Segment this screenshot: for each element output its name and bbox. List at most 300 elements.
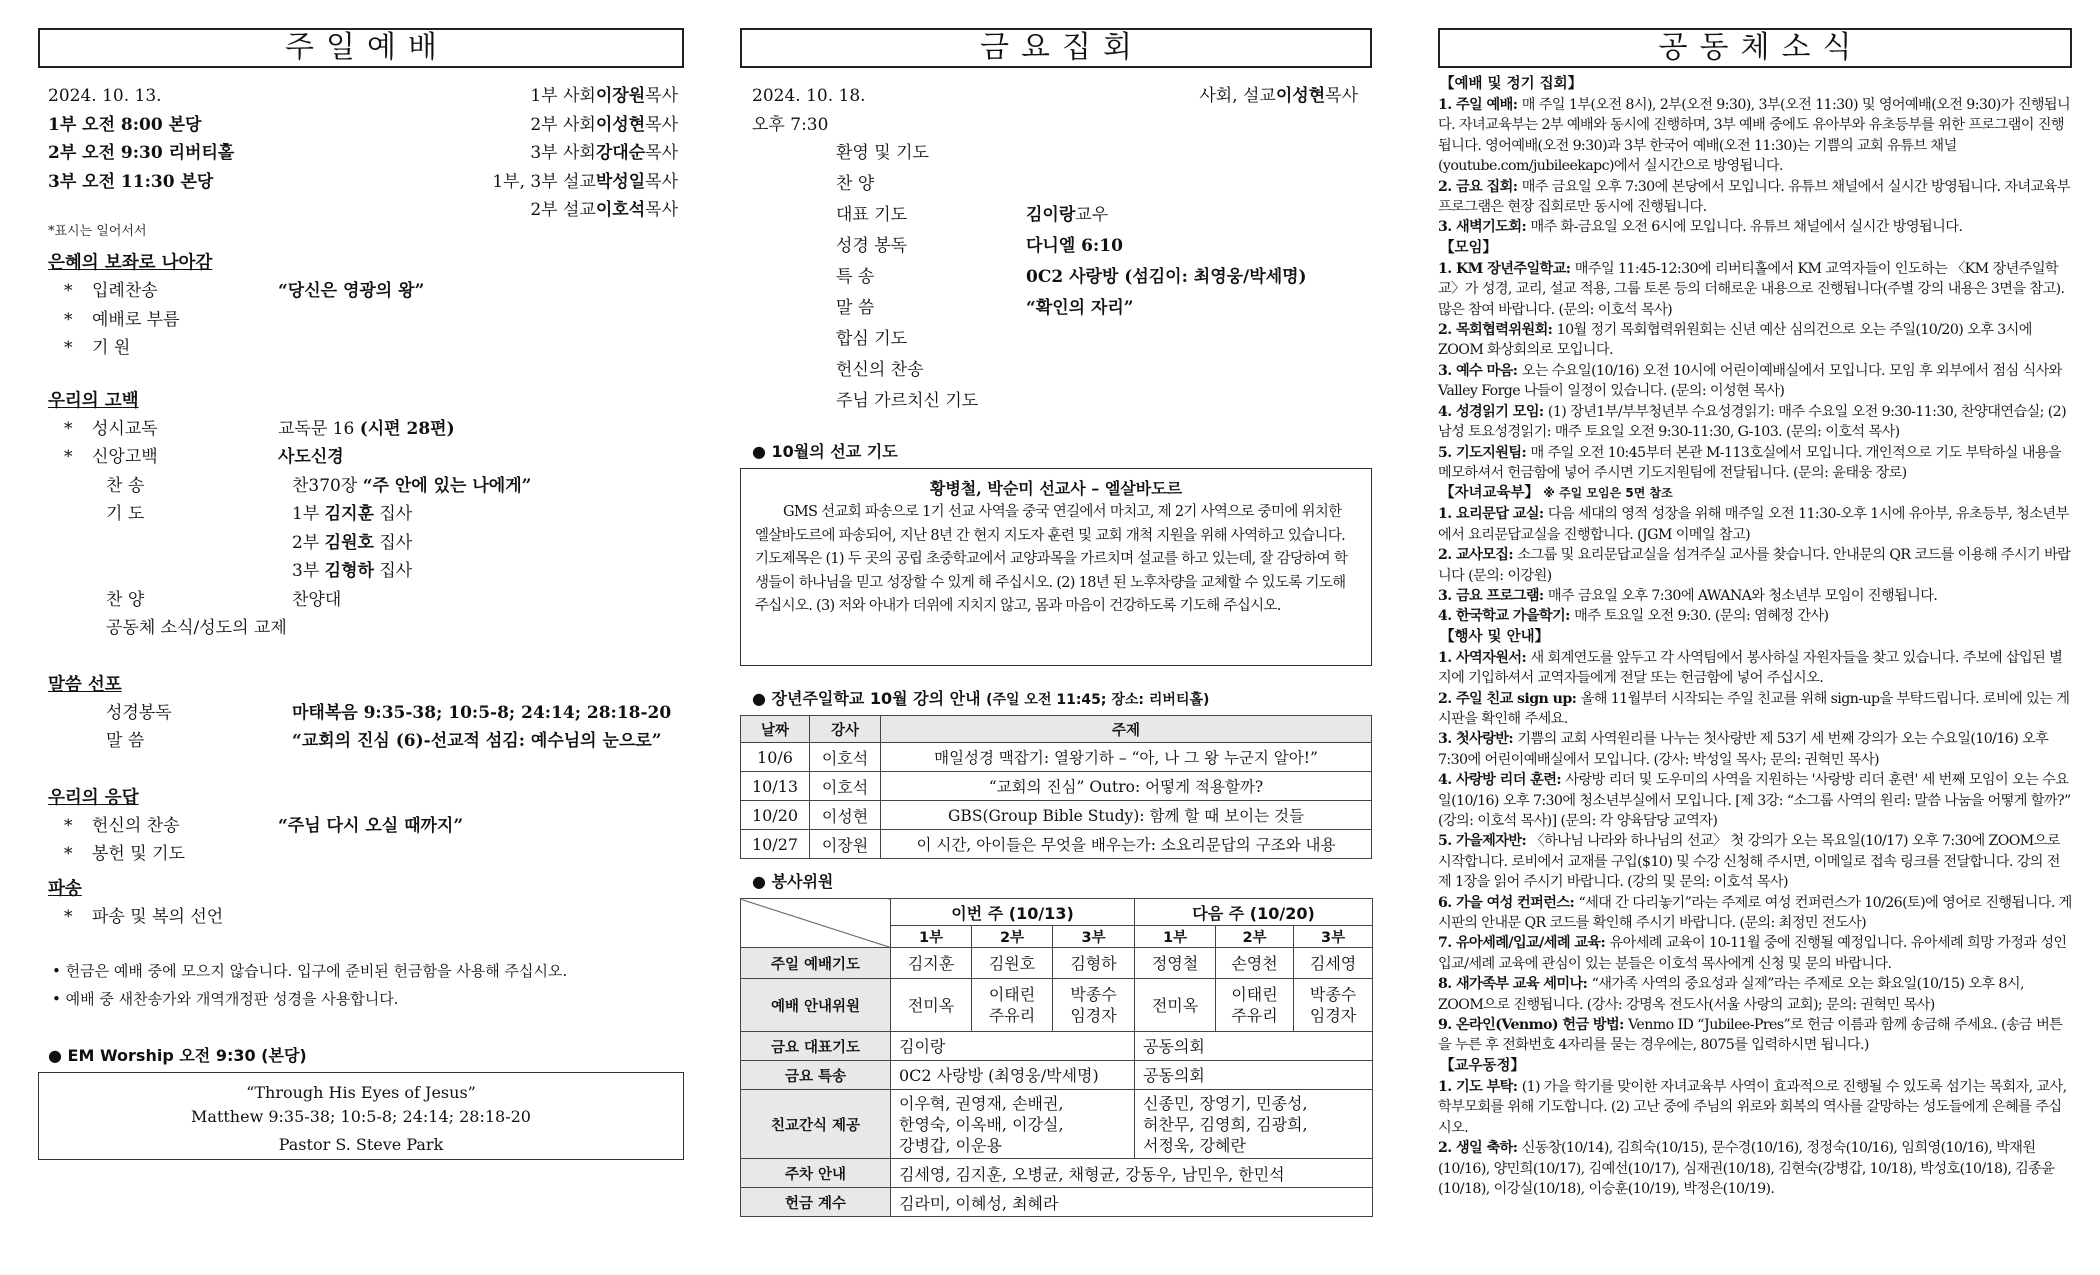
order-item: [38, 840, 684, 869]
order-item: [38, 472, 684, 501]
mission-heading: ● 10월의 선교 기도: [752, 442, 898, 461]
serve-heading: ● 봉사위원: [752, 872, 834, 891]
order-label: 기 원: [92, 338, 131, 358]
order-label: 공동체 소식/성도의 교제: [106, 618, 287, 638]
value-text: 찬370장: [292, 475, 363, 496]
order-label: 파송 및 복의 선언: [92, 906, 224, 927]
order-item: [38, 586, 684, 615]
order-item: [38, 415, 684, 444]
news-item: [1438, 217, 2072, 237]
news-item-title: 9. 온라인(Venmo) 헌금 방법:: [1438, 1017, 1629, 1034]
lecture-cell: 이호석: [810, 743, 881, 772]
order-value: [286, 500, 412, 529]
news-item-text: 매주일 11:45-12:30에 리버티홀에서 KM 교역자들이 인도하는 〈KM 장년주일학교〉가 성경, 교리, 설교 적용, 그룹 토론 등의 더해로운 내용으로 진행됩니다(주별 강의 내용은 3면을 참고). 많은 참여 바랍니다. (문의: 이호석 목사): [1438, 260, 2065, 318]
minister-name: 이장원: [595, 86, 646, 106]
minister-title: 목사: [645, 114, 678, 135]
order-label: 예배로 부름: [92, 309, 180, 330]
serve-cell: 손영천: [1216, 948, 1294, 979]
serve-cell: 정영철: [1135, 948, 1216, 979]
serve-cell: 전미옥: [891, 979, 972, 1032]
serve-label: 헌금 계수: [741, 1188, 891, 1217]
serve-this-week: 김이랑: [891, 1032, 1135, 1061]
serve-part: 2부: [972, 926, 1053, 948]
order-item: [38, 699, 684, 728]
lecture-cell: 10/6: [741, 743, 810, 772]
news-item-text: Venmo ID “Jubilee-Pres”로 헌금 이름과 함께 송금해 주세요. (송금 버튼을 누른 후 전화번호 4자리를 묻는 경우에는, 8075를 입력하시면 됩니다.): [1438, 1017, 2063, 1054]
news-item-title: 4. 한국학교 가을학기:: [1438, 608, 1575, 625]
news-item-text: 오는 수요일(10/16) 오전 10시에 어린이예배실에서 모입니다. 모임 후 외부에서 점심 식사와 Valley Forge 나들이 일정이 있습니다. (문의: 이성현 목사): [1438, 362, 2062, 400]
friday-order-item: [740, 138, 1372, 169]
lecture-cell: 이장원: [810, 830, 881, 859]
order-value: [286, 699, 671, 728]
order-item: [38, 306, 684, 335]
mission-heading-text: 10월의 선교 기도: [771, 442, 898, 461]
news-item-text: 매 주일 오전 10:45부터 본관 M-113호실에서 모입니다. 개인적으로 기도 부탁하실 내용을 메모하셔서 헌금함에 넣어 주시면 기도지원팀에 전달됩니다. (문의: 윤태웅 장로): [1438, 444, 2062, 481]
lecture-row: [741, 743, 1372, 772]
news-item: [1438, 504, 2072, 545]
friday-gathering-header: 금요집회: [740, 28, 1372, 68]
minister-title: 목사: [645, 143, 678, 163]
value-text: 3부: [292, 561, 325, 581]
minister-name: 이성현: [595, 114, 646, 135]
news-item-text: (1) 가을 학기를 맞이한 자녀교육부 사역이 효과적으로 진행될 수 있도록 섬기는 목회자, 교사, 학부모회를 위해 기도합니다. (2) 고난 중에 주님의 위로와 회복의 역사를 갈망하는 성도들에게 은혜를 주십시오.: [1438, 1078, 2067, 1136]
minister-name: 강대순: [595, 143, 646, 163]
order-value: [223, 903, 229, 932]
worship-note: • 예배 중 새찬송가와 개역개정판 성경을 사용합니다.: [52, 990, 399, 1008]
order-label: 말 씀: [106, 731, 145, 751]
news-item-title: 1. 기도 부탁:: [1438, 1078, 1522, 1095]
serve-cell: 김지훈: [891, 948, 972, 979]
order-value: [286, 472, 531, 501]
lecture-cell: GBS(Group Bible Study): 함께 할 때 보이는 것들: [881, 801, 1372, 830]
serve-this-week: 이우혁, 권영재, 손배권, 한영숙, 이옥배, 이강실, 강병갑, 이운용: [891, 1090, 1135, 1159]
news-item-title: 3. 새벽기도회:: [1438, 219, 1531, 236]
value-text: 찬양대: [292, 589, 342, 610]
value-bold: “교회의 진심 (6)-선교적 섬김: 예수님의 눈으로”: [292, 731, 662, 751]
em-sermon-title: “Through His Eyes of Jesus”: [246, 1083, 476, 1102]
news-item-text: 매주 금요일 오후 7:30에 본당에서 모입니다. 유튜브 채널에서 실시간 방영됩니다. 자녀교육부 프로그램은 현장 집회로만 동시에 진행됩니다.: [1438, 178, 2070, 216]
order-label: 신앙고백: [92, 447, 158, 467]
star-mark: [38, 529, 92, 558]
news-item: [1438, 586, 2072, 606]
value-bold: 김지훈: [324, 504, 374, 524]
news-item: [1438, 443, 2072, 484]
order-value: [272, 334, 278, 363]
section-title: 파송: [48, 878, 82, 899]
order-label: 기 도: [106, 504, 145, 524]
lecture-cell: 이성현: [810, 801, 881, 830]
friday-order-value: “확인의 자리”: [1026, 298, 1134, 318]
news-section-title: 【행사 및 안내】: [1440, 628, 1550, 645]
news-item-title: 2. 교사모집:: [1438, 547, 1518, 564]
serve-row: [741, 979, 1373, 1032]
lecture-heading: ● 장년주일학교 10월 강의 안내 (주일 오전 11:45; 장소: 리버티홀): [752, 689, 1210, 708]
serve-cell: 김형하: [1053, 948, 1135, 979]
lecture-heading-sub: (주일 오전 11:45; 장소: 리버티홀): [986, 692, 1210, 708]
news-item: [1438, 545, 2072, 586]
order-of-worship: [38, 249, 684, 931]
order-item: [38, 443, 684, 472]
news-item-title: 7. 유아세례/입교/세례 교육:: [1438, 935, 1610, 952]
sunday-worship-column: [38, 28, 684, 1160]
minister-role: 3부 사회: [530, 143, 596, 163]
star-note: *표시는 일어서서: [48, 224, 147, 239]
mission-title: 황병철, 박순미 선교사 – 엘살바도르: [929, 479, 1183, 498]
value-suffix: 집사: [373, 532, 413, 553]
friday-gathering-column: [740, 28, 1372, 1217]
news-item-text: 매주 금요일 오후 7:30에 AWANA와 청소년부 모임이 진행됩니다.: [1547, 587, 1938, 604]
value-text: 1부: [292, 504, 325, 524]
friday-time: 오후 7:30: [752, 114, 829, 135]
serve-heading-text: 봉사위원: [771, 872, 834, 891]
serve-full-value: 김세영, 김지훈, 오병균, 채형균, 강동우, 남민우, 한민석: [891, 1159, 1373, 1188]
news-item: [1438, 1138, 2072, 1199]
minister-title: 목사: [645, 171, 678, 192]
news-item: [1438, 729, 2072, 770]
order-item: [38, 727, 684, 756]
star-mark: *: [64, 844, 73, 864]
order-item: [38, 557, 684, 586]
presider-label: 사회, 설교: [1199, 86, 1276, 106]
order-item: [38, 500, 684, 529]
friday-order-item: [740, 355, 1372, 386]
friday-order-label: 말 씀: [836, 298, 875, 318]
news-item-text: 새 회계연도를 앞두고 각 사역팀에서 봉사하실 자원자들을 찾고 있습니다. 주보에 삽입된 별지에 기입하셔서 교역자들에게 전달 또는 헌금함에 넣어 주십시오.: [1438, 649, 2063, 687]
news-item-title: 4. 성경읽기 모임:: [1438, 403, 1548, 420]
order-item: [38, 529, 684, 558]
em-worship-heading: ● EM Worship 오전 9:30 (본당): [48, 1046, 307, 1065]
community-news-body: [1438, 74, 2072, 1199]
serve-full-value: 김라미, 이혜성, 최혜라: [891, 1188, 1373, 1217]
serve-cell: 박종수 임경자: [1053, 979, 1135, 1032]
news-section-title: 【자녀교육부】 ※ 주일 모임은 5면 참조: [1440, 485, 1673, 502]
news-item-text: 신동창(10/14), 김희숙(10/15), 문수경(10/16), 정정숙(10/16), 임희영(10/16), 박재원(10/16), 양민희(10/17), 김예선(10/17), 심재권(10/18), 김현숙(강병갑, 10/18), 박성호(10/18), 김종윤(10/18), 이강실(10/18), 이승훈(10/19), 박정은(10/19).: [1438, 1140, 2055, 1197]
service-info: [38, 82, 684, 220]
section-title: 우리의 고백: [48, 390, 139, 411]
lecture-row: [741, 772, 1372, 801]
news-item-title: 8. 새가족부 교육 세미나:: [1438, 976, 1592, 993]
friday-order-label: 대표 기도: [836, 205, 908, 225]
news-item: [1438, 1077, 2072, 1138]
presider-title: 목사: [1325, 86, 1358, 106]
serve-this-week: 0C2 사랑방 (최영웅/박세명): [891, 1061, 1135, 1090]
order-value: [272, 812, 463, 841]
minister-role: 2부 설교: [530, 200, 596, 220]
value-bold: 마태복음 9:35-38; 10:5-8; 24:14; 28:18-20: [292, 702, 672, 723]
friday-order-item: [740, 262, 1372, 293]
lecture-cell: 10/27: [741, 830, 810, 859]
star-mark: *: [64, 906, 73, 927]
serve-table: [740, 898, 1373, 1217]
ministers-list: [492, 82, 678, 225]
star-mark: [38, 727, 92, 756]
minister-row: [492, 196, 678, 225]
serve-label: 금요 특송: [741, 1061, 891, 1090]
section-title: 말씀 선포: [48, 674, 122, 695]
friday-order-label: 특 송: [836, 267, 875, 287]
community-news-column: [1438, 28, 2072, 1199]
news-item-text: 매주 화-금요일 오전 6시에 모입니다. 유튜브 채널에서 실시간 방영됩니다.: [1530, 219, 1963, 236]
news-item-title: 1. KM 장년주일학교:: [1438, 260, 1575, 277]
minister-role: 1부 사회: [530, 86, 596, 106]
news-item: [1438, 893, 2072, 934]
section-title: 은혜의 보좌로 나아감: [48, 253, 213, 273]
news-item-text: 10월 정기 목회협력위원회는 신년 예산 심의건으로 오는 주일(10/20) 오후 3시에 ZOOM 화상회의로 모입니다.: [1438, 322, 2032, 359]
em-worship-box: [38, 1072, 684, 1160]
friday-order-item: [740, 200, 1372, 231]
friday-order-item: [740, 293, 1372, 324]
value-bold: 김원호: [324, 532, 374, 553]
serve-part: 3부: [1053, 926, 1135, 948]
value-bold: 김형하: [324, 561, 374, 581]
lecture-col-header: 날짜: [741, 716, 810, 743]
friday-order-item: [740, 386, 1372, 417]
news-item: [1438, 689, 2072, 730]
lecture-table: [740, 715, 1372, 859]
order-item: [38, 812, 684, 841]
friday-order-item: [740, 169, 1372, 200]
star-mark: [38, 699, 92, 728]
serve-full-row: [741, 1188, 1373, 1217]
order-value: [272, 306, 278, 335]
minister-row: [492, 139, 678, 168]
minister-name: 박성일: [595, 171, 646, 192]
friday-order: [740, 138, 1372, 417]
order-value: [287, 614, 293, 643]
service-times: [48, 111, 234, 197]
friday-order-label: 주님 가르치신 기도: [836, 391, 979, 411]
star-mark: [38, 586, 92, 615]
lecture-table-header: [741, 716, 1372, 743]
order-label: [92, 557, 286, 586]
em-heading-text: EM Worship 오전 9:30 (본당): [67, 1046, 307, 1065]
serve-row: [741, 948, 1373, 979]
news-item-title: 4. 사랑방 리더 훈련:: [1438, 772, 1566, 789]
friday-order-suffix: 교우: [1075, 205, 1109, 225]
value-text: 교독문 16: [278, 418, 360, 439]
value-text: “당신은 영광의 왕”: [278, 281, 425, 301]
lecture-cell: 매일성경 맥잡기: 열왕기하 – “아, 나 그 왕 누군지 알아!”: [881, 743, 1372, 772]
friday-order-label: 헌신의 찬송: [836, 360, 924, 380]
order-label: 찬 송: [106, 475, 145, 496]
news-item: [1438, 1015, 2072, 1056]
news-item-title: 3. 첫사랑반:: [1438, 731, 1518, 748]
order-value: [286, 586, 341, 615]
minister-name: 이호석: [595, 200, 646, 220]
value-bold: “주 안에 있는 나에게”: [362, 475, 532, 496]
friday-order-item: [740, 231, 1372, 262]
serve-next-week: 신종민, 장영기, 민종성, 허찬무, 김영희, 김광희, 서정욱, 강혜란: [1135, 1090, 1373, 1159]
star-mark: *: [64, 447, 73, 467]
order-value: [286, 529, 412, 558]
serve-cell: 김원호: [972, 948, 1053, 979]
lecture-heading-text: 장년주일학교 10월 강의 안내: [771, 689, 987, 708]
serve-cell: 박종수 임경자: [1294, 979, 1373, 1032]
serve-wide-row: [741, 1061, 1373, 1090]
order-value: [286, 557, 412, 586]
friday-order-item: [740, 324, 1372, 355]
em-scripture: Matthew 9:35-38; 10:5-8; 24:14; 28:18-20: [191, 1107, 531, 1126]
sunday-date: 2024. 10. 13.: [48, 86, 162, 106]
lecture-cell: 이 시간, 아이들은 무엇을 배우는가: 소요리문답의 구조와 내용: [881, 830, 1372, 859]
serve-full-row: [741, 1159, 1373, 1188]
star-mark: *: [64, 309, 73, 330]
news-item-text: 올해 11월부터 시작되는 주일 친교를 위해 sign-up을 부탁드립니다. 로비에 있는 게시판을 확인해 주세요.: [1438, 690, 2070, 727]
news-item-text: 사랑방 리더 및 도우미의 사역을 지원하는 '사랑방 리더 훈련' 세 번째 모임이 오는 수요일(10/16) 오후 7:30에 청소년부실에서 모입니다. [제 3강: “소그룹 사역의 원리: 말씀 나눔을 어떻게 할까?” (강의: 이호석 목사)] (문의: 각 양육담당 교역자): [1438, 772, 2071, 829]
news-item-title: 2. 목회협력위원회:: [1438, 322, 1557, 339]
friday-date: 2024. 10. 18.: [752, 86, 866, 106]
news-item: [1438, 974, 2072, 1015]
news-item-title: 2. 생일 축하:: [1438, 1140, 1522, 1157]
serve-wide-row: [741, 1032, 1373, 1061]
section-title: 우리의 응답: [48, 787, 139, 808]
lecture-cell: “교회의 진심” Outro: 어떻게 적용할까?: [881, 772, 1372, 801]
mission-box: [740, 468, 1372, 666]
news-item-title: 3. 예수 마음:: [1438, 362, 1522, 379]
service-time: 1부 오전 8:00 본당: [48, 114, 202, 135]
news-item-title: 6. 가을 여성 컨퍼런스:: [1438, 894, 1579, 911]
news-section-title: 【교우동정】: [1440, 1057, 1526, 1074]
serve-part: 3부: [1294, 926, 1373, 948]
news-item-title: 5. 기도지원팀:: [1438, 444, 1531, 461]
em-pastor: Pastor S. Steve Park: [278, 1135, 444, 1154]
community-news-header: 공동체소식: [1438, 28, 2072, 68]
serve-cell: 김세영: [1294, 948, 1373, 979]
news-item-title: 1. 주일 예배:: [1438, 97, 1522, 113]
value-bold: 사도신경: [278, 447, 344, 467]
news-item-text: “새가족 사역의 중요성과 실제”라는 주제로 오는 화요일(10/15) 오후 8시, ZOOM으로 진행됩니다. (강사: 강명옥 전도사(서울 사랑의 교회); 문의: 권혁민 목사): [1438, 976, 2024, 1013]
minister-row: [492, 82, 678, 111]
lecture-row: [741, 801, 1372, 830]
serve-label: 주차 안내: [741, 1159, 891, 1188]
worship-note: • 헌금은 예배 중에 모으지 않습니다. 입구에 준비된 헌금함을 사용해 주십시오.: [52, 962, 568, 980]
friday-order-label: 성경 봉독: [836, 236, 908, 256]
order-value: [272, 415, 455, 444]
serve-part: 1부: [891, 926, 972, 948]
news-item: [1438, 831, 2072, 892]
star-mark: [38, 614, 92, 643]
friday-order-value: 다니엘 6:10: [1026, 236, 1123, 256]
news-item: [1438, 933, 2072, 974]
order-value: [272, 443, 344, 472]
order-label: [92, 529, 286, 558]
news-item-title: 2. 금요 집회:: [1438, 178, 1522, 195]
serve-label: 금요 대표기도: [741, 1032, 891, 1061]
week-this: 이번 주 (10/13): [891, 899, 1135, 926]
friday-order-label: 환영 및 기도: [836, 143, 929, 163]
news-item-title: 1. 요리문답 교실:: [1438, 506, 1548, 523]
order-value: [286, 727, 662, 756]
star-mark: *: [64, 281, 73, 301]
order-item: [38, 277, 684, 306]
news-item-title: 5. 가을제자반:: [1438, 833, 1531, 850]
presider-name: 이성현: [1275, 86, 1326, 106]
star-mark: [38, 500, 92, 529]
lecture-cell: 10/20: [741, 801, 810, 830]
order-label: 성시교독: [92, 418, 158, 439]
value-bold: “주님 다시 오실 때까지”: [278, 815, 464, 836]
news-item-text: 다음 세대의 영적 성장을 위해 매주일 오전 11:30-오후 1시에 유아부, 유초등부, 청소년부에서 요리문답교실을 진행합니다. (JGM 이메일 참고): [1438, 506, 2069, 543]
lecture-row: [741, 830, 1372, 859]
worship-notes: [38, 957, 684, 1013]
news-item-text: 유아세례 교육이 10-11월 중에 진행될 예정입니다. 유아세례 희망 가정과 성인 입교/세례 교육에 관심이 있는 분들은 이호석 목사에게 신청 및 문의 바랍니다.: [1438, 935, 2067, 972]
value-bold: (시편 28편): [359, 418, 455, 439]
news-item: [1438, 361, 2072, 402]
serve-corner: [741, 899, 891, 948]
news-item-text: 〈하나님 나라와 하나님의 선교〉 첫 강의가 오는 목요일(10/17) 오후 7:30에 ZOOM으로 시작합니다. 로비에서 교재를 구입($10) 및 수강 신청해 주시면, 이메일로 접속 링크를 전달합니다. 강의 전 제 1장을 읽어 주시기 바랍니다. (강의 및 문의: 이호석 목사): [1438, 833, 2060, 891]
serve-cell: 이태린 주유리: [1216, 979, 1294, 1032]
minister-title: 목사: [645, 86, 678, 106]
star-mark: [38, 472, 92, 501]
order-item: [38, 903, 684, 932]
minister-role: 2부 사회: [530, 114, 596, 135]
news-section-note: ※ 주일 모임은 5면 참조: [1539, 486, 1673, 501]
news-item-title: 2. 주일 친교 sign up:: [1438, 690, 1581, 707]
friday-order-value: 김이랑: [1026, 205, 1076, 225]
sunday-worship-header: 주일예배: [38, 28, 684, 68]
lecture-cell: 10/13: [741, 772, 810, 801]
news-item: [1438, 402, 2072, 443]
serve-week-row: [741, 899, 1373, 926]
serve-part: 2부: [1216, 926, 1294, 948]
star-mark: *: [64, 418, 73, 439]
serve-cell: 이태린 주유리: [972, 979, 1053, 1032]
order-item: [38, 614, 684, 643]
serve-part: 1부: [1135, 926, 1216, 948]
minister-title: 목사: [645, 200, 678, 220]
value-text: 2부: [292, 532, 325, 553]
friday-presider: [1199, 82, 1358, 111]
serve-label: 주일 예배기도: [741, 948, 891, 979]
news-item-text: 매 주일 1부(오전 8시), 2부(오전 9:30), 3부(오전 11:30) 및 영어예배(오전 9:30)가 진행됩니다. 자녀교육부는 2부 예배와 동시에 진행하며, 3부 예배 중에도 유아부와 유초등부를 위한 프로그램이 진행됩니다. 영어예배(오전 9:30)과 3부 한국어 예배(오전 11:30)는 기쁨의 교회 유튜브 채널(youtube.com/jubileekapc)에서 실시간으로 방영됩니다.: [1438, 97, 2071, 175]
lecture-col-header: 강사: [810, 716, 881, 743]
friday-info: [740, 82, 1372, 134]
news-item-text: 소그룹 및 요리문답교실을 섬겨주실 교사를 찾습니다. 안내문의 QR 코드를 이용해 주시기 바랍니다 (문의: 이강원): [1438, 547, 2071, 584]
news-section-title: 【모임】: [1440, 239, 1498, 256]
minister-row: [492, 111, 678, 140]
star-mark: *: [64, 338, 73, 358]
minister-row: [492, 168, 678, 197]
news-item: [1438, 606, 2072, 626]
news-item: [1438, 770, 2072, 831]
serve-label: 예배 안내위원: [741, 979, 891, 1032]
service-time: 2부 오전 9:30 리버티홀: [48, 143, 235, 163]
mission-text: GMS 선교회 파송으로 1기 선교 사역을 중국 연길에서 마치고, 제 2기 사역으로 중미에 위치한 엘살바도르에 파송되어, 지난 8년 간 현지 지도자 훈련 및 교회 개척 지원을 위해 사역하고 있습니다. 기도제목은 (1) 두 곳의 공립 초중학교에서 교양과목을 가르치며 설교를 하고 있는데, 잘 감당하여 학생들이 하나님을 믿고 성장할 수 있게 해 주십시오. (2) 18년 된 노후차량을 교체할 수 있도록 기도해 주십시오. (3) 저와 아내가 더위에 지치지 않고, 몸과 마음이 건강하도록 기도해 주십시오.: [755, 504, 1348, 614]
news-item: [1438, 320, 2072, 361]
serve-next-week: 공동의회: [1135, 1061, 1373, 1090]
value-suffix: 집사: [373, 561, 413, 581]
news-item: [1438, 259, 2072, 320]
news-item: [1438, 95, 2072, 177]
news-item-text: “세대 간 다리놓기”라는 주제로 여성 컨퍼런스가 10/26(토)에 영어로 진행됩니다. 게시판의 안내문 QR 코드를 확인해 주시기 바랍니다. (문의: 최정민 전도사): [1438, 894, 2072, 932]
star-mark: *: [64, 815, 73, 836]
news-item-text: (1) 장년1부/부부청년부 수요성경읽기: 매주 수요일 오전 9:30-11:30, 찬양대연습실; (2) 남성 토요성경읽기: 매주 토요일 오전 9:30-11:30, G-103. (문의: 이호석 목사): [1438, 403, 2067, 441]
week-next: 다음 주 (10/20): [1135, 899, 1373, 926]
news-item: [1438, 177, 2072, 218]
value-suffix: 집사: [373, 504, 413, 524]
friday-order-label: 찬 양: [836, 174, 875, 194]
news-section-title: 【예배 및 정기 집회】: [1440, 76, 1583, 92]
order-label: 찬 양: [106, 589, 145, 610]
star-mark: [38, 557, 92, 586]
minister-role: 1부, 3부 설교: [492, 171, 596, 192]
order-value: [272, 840, 278, 869]
news-item-title: 1. 사역자원서:: [1438, 649, 1531, 666]
order-label: 성경봉독: [106, 702, 172, 723]
serve-label: 친교간식 제공: [741, 1090, 891, 1159]
news-item-text: 매주 토요일 오전 9:30. (문의: 염혜정 간사): [1574, 608, 1829, 625]
news-item: [1438, 648, 2072, 689]
